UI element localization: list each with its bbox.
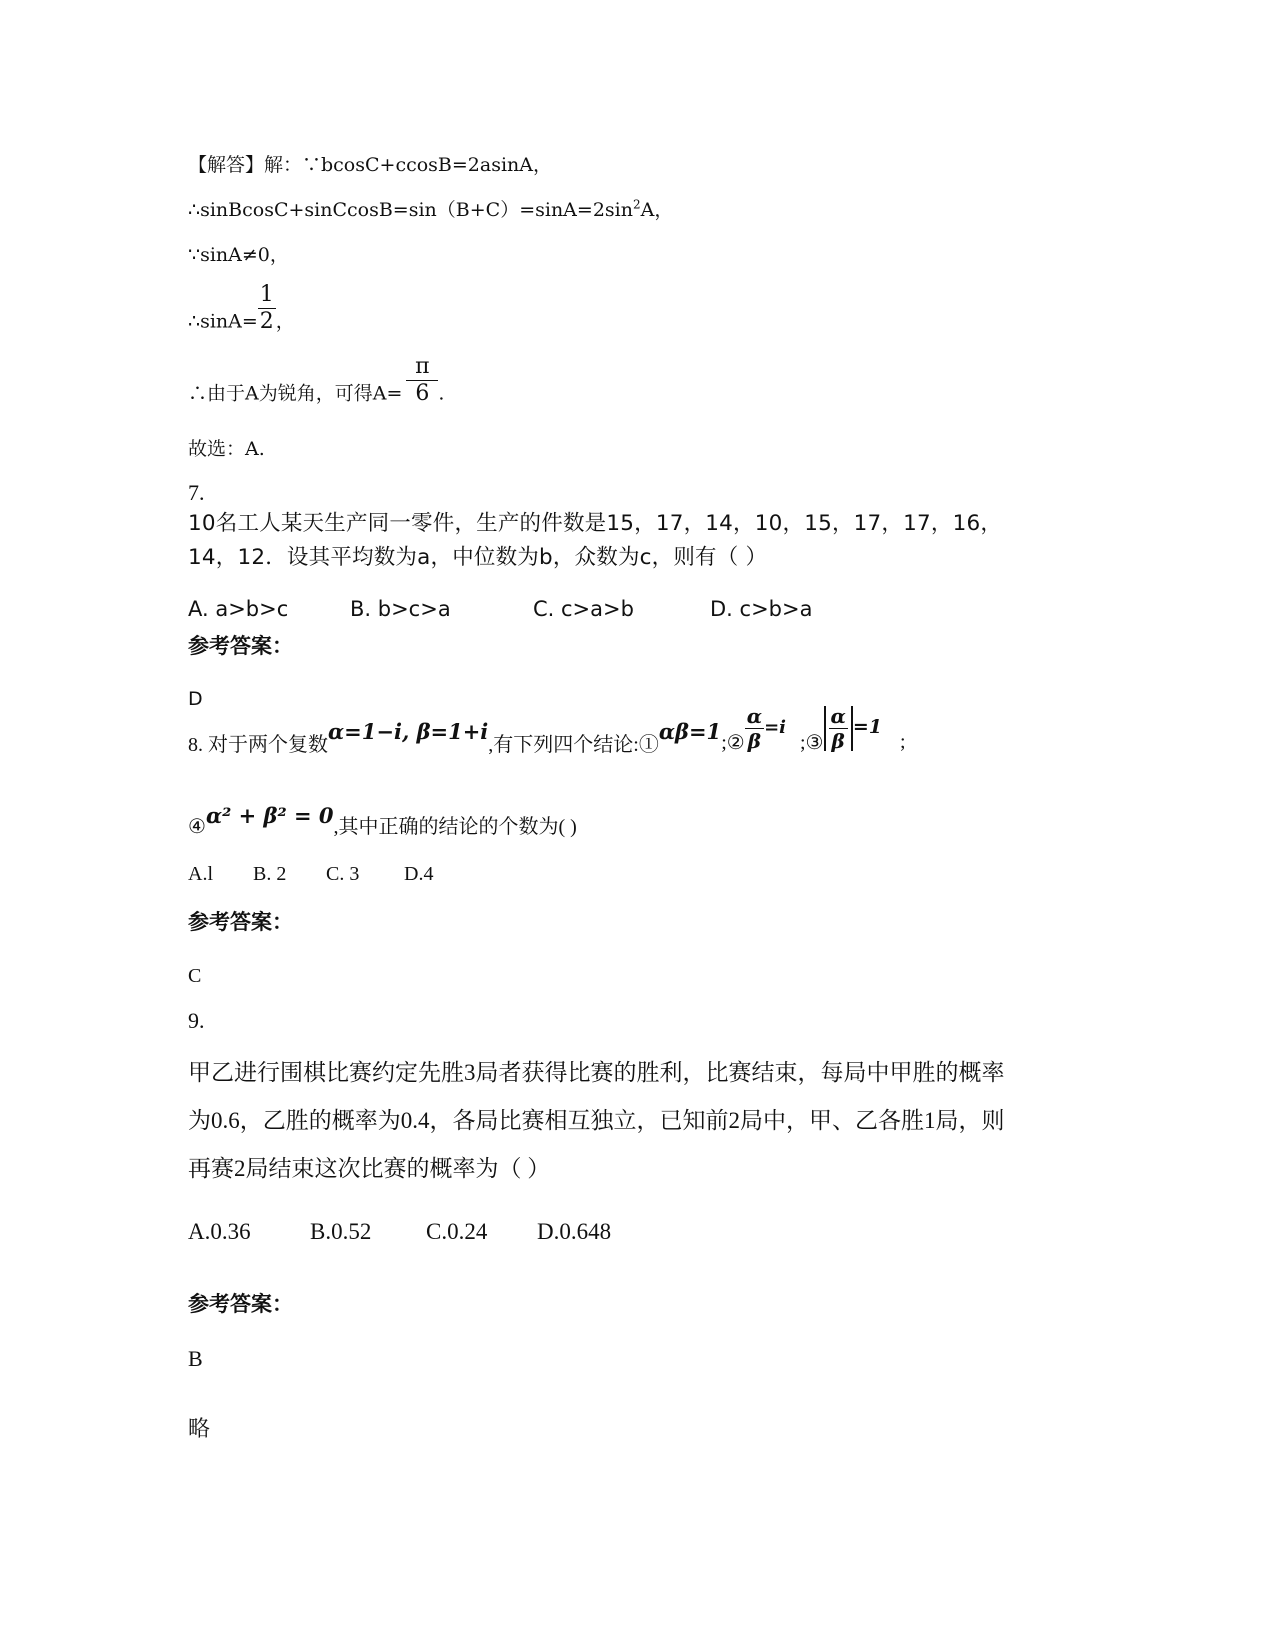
q9-option-d: D.0.648	[537, 1219, 612, 1244]
solution-line-6: 故选：A.	[188, 438, 265, 460]
q9-text-line-1: 甲乙进行围棋比赛约定先胜3局者获得比赛的胜利，比赛结束，每局中甲胜的概率	[188, 1060, 1005, 1085]
solution-line-2-sup: 2	[632, 197, 641, 212]
fraction-numerator: π	[415, 354, 430, 379]
solution-line-3: ∵sinA≠0，	[188, 244, 289, 266]
q7-option-d: D. c>b>a	[710, 597, 813, 621]
solution-line-2-prefix: ∴sinBcosC+sinCcosB=sin（B+C）=sinA=2sin	[188, 199, 633, 221]
q8-sep-3: ;③	[800, 732, 824, 754]
fraction-numerator: α	[830, 704, 846, 728]
q9-number: 9.	[188, 1008, 205, 1033]
fraction-numerator: 1	[259, 282, 274, 307]
q8-answer: C	[188, 965, 202, 987]
q8-option-c: C. 3	[326, 863, 360, 885]
q8-sep-2: ;②	[721, 732, 745, 754]
q8-conclusion-3-fraction	[829, 706, 848, 751]
q8-line-2-prefix: ④	[188, 816, 206, 838]
q8-conclusion-2-rhs: =i	[764, 717, 786, 739]
solution-line-4-prefix: ∴sinA=	[188, 310, 258, 333]
q9-text-line-2: 为0.6，乙胜的概率为0.4，各局比赛相互独立，已知前2局中，甲、乙各胜1局，则	[188, 1108, 1005, 1133]
fraction-denominator: β	[831, 729, 845, 753]
solution-line-1: 【解答】解：∵bcosC+ccosB=2asinA，	[188, 154, 553, 176]
q9-option-b: B.0.52	[310, 1219, 372, 1244]
q8-given-numbers: α=1−i, β=1+i	[328, 719, 489, 744]
q8-line-2	[188, 803, 577, 839]
q9-answer: B	[188, 1346, 203, 1371]
q7-number: 7.	[188, 480, 205, 505]
q8-answer-label: 参考答案：	[188, 910, 293, 934]
q8-conclusion-2-fraction	[745, 706, 764, 751]
q8-mid: ,有下列四个结论:①	[488, 734, 659, 756]
fraction-denominator: β	[747, 729, 762, 753]
q7-option-b: B. b>c>a	[350, 597, 451, 621]
solution-line-2	[188, 195, 673, 222]
q9-note: 略	[188, 1416, 211, 1441]
q8-conclusion-4: α² + β² = 0	[205, 803, 334, 828]
fraction-denominator: 2	[259, 309, 274, 334]
absolute-value-bars	[824, 706, 853, 751]
q8-conclusion-1: αβ=1	[658, 719, 722, 744]
solution-line-5-suffix: .	[438, 382, 445, 405]
q9-answer-label: 参考答案：	[188, 1292, 293, 1316]
fraction-numerator: α	[746, 704, 763, 728]
fraction-denominator: 6	[415, 381, 430, 406]
fraction-pi-over-6	[406, 356, 438, 405]
q8-line-1	[188, 704, 906, 798]
solution-line-4-suffix: ，	[275, 310, 295, 333]
solution-line-4	[188, 284, 295, 334]
solution-line-5	[188, 356, 444, 406]
solution-line-2-suffix: A，	[640, 199, 674, 221]
q7-answer: D	[188, 688, 203, 710]
q8-conclusion-2	[745, 706, 786, 751]
fraction-one-half	[258, 284, 276, 333]
q8-option-d: D.4	[404, 863, 434, 885]
solution-line-5-prefix: ∴由于A为锐角，可得A=	[188, 382, 403, 405]
q8-option-b: B. 2	[253, 863, 287, 885]
q7-text-line-1: 10名工人某天生产同一零件，生产的件数是15，17，14，10，15，17，17，16，	[188, 511, 1003, 536]
q8-prefix: 8. 对于两个复数	[188, 734, 328, 756]
q8-sep-4: ;	[900, 731, 906, 753]
q7-answer-label: 参考答案：	[188, 634, 293, 658]
q9-option-c: C.0.24	[426, 1219, 488, 1244]
q8-conclusion-3-rhs: =1	[852, 716, 883, 739]
q8-option-a: A.l	[188, 863, 213, 885]
q7-option-a: A. a>b>c	[188, 597, 289, 621]
q8-line-2-suffix: ,其中正确的结论的个数为( )	[333, 816, 577, 838]
q7-text-line-2: 14，12．设其平均数为a，中位数为b，众数为c，则有（ ）	[188, 545, 768, 570]
q8-conclusion-3	[824, 706, 883, 751]
q9-text-line-3: 再赛2局结束这次比赛的概率为（ ）	[188, 1156, 551, 1181]
q7-option-c: C. c>a>b	[533, 597, 634, 621]
q9-option-a: A.0.36	[188, 1219, 251, 1244]
